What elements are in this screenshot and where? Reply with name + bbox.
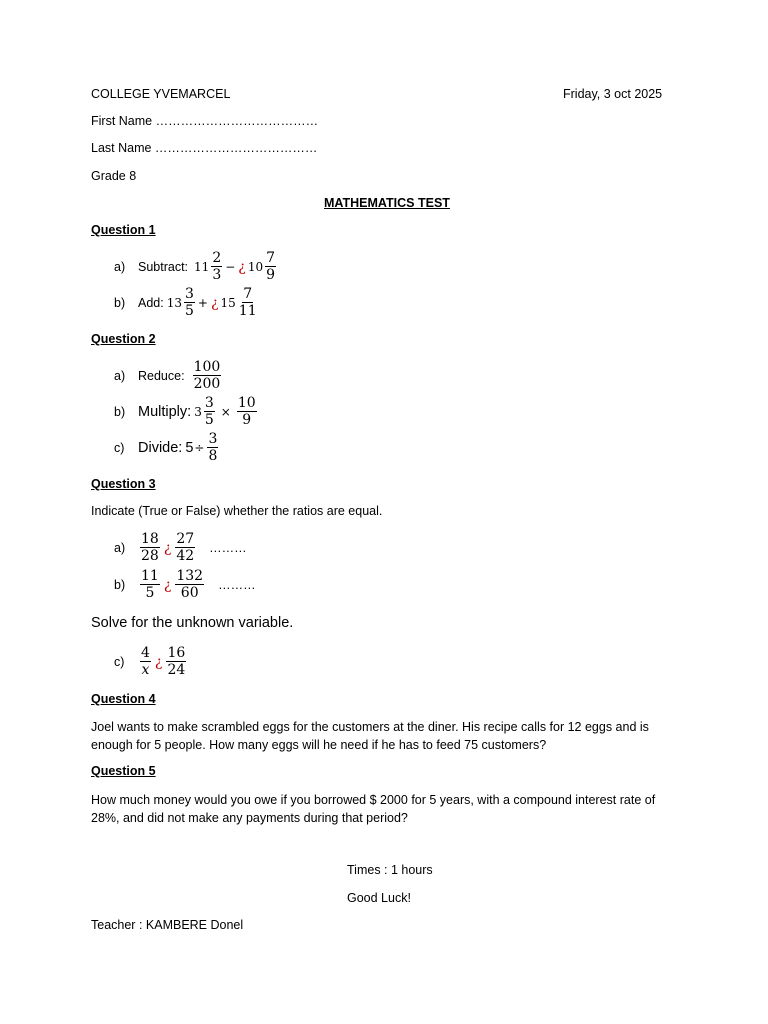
fraction <box>237 395 257 428</box>
item-label: a) <box>114 540 126 555</box>
fraction <box>265 250 276 283</box>
numerator: 2 <box>212 250 222 266</box>
item-label: b) <box>114 295 126 310</box>
whole-number: 10 <box>247 259 264 274</box>
test-date: Friday, 3 oct 2025 <box>563 87 663 101</box>
fraction <box>175 568 204 601</box>
denominator: 200 <box>193 376 221 393</box>
item-text: Reduce: <box>138 368 185 383</box>
whole-number: 15 <box>220 295 236 310</box>
denominator: 24 <box>167 662 186 679</box>
item-text: Multiply: <box>138 403 192 420</box>
operator: × <box>220 404 231 419</box>
denominator: 11 <box>238 303 257 320</box>
numerator: 27 <box>176 531 195 547</box>
school-name: COLLEGE YVEMARCEL <box>91 87 231 101</box>
numerator: 3 <box>208 431 218 447</box>
page-title: MATHEMATICS TEST <box>324 196 450 210</box>
fraction <box>204 395 215 428</box>
fraction <box>166 645 186 678</box>
q4-text: Joel wants to make scrambled eggs for the customers at the diner. His recipe calls for 12 eggs and is enough for 5 people. How many eggs will he need if he has to feed 75 customers? <box>91 720 649 752</box>
question-1-heading: Question 1 <box>91 223 156 237</box>
operator: + <box>197 295 208 310</box>
item-text: Add: <box>138 295 164 310</box>
numerator: 4 <box>141 645 150 661</box>
last-name-field: Last Name ………………………………… <box>91 141 318 155</box>
denominator: 60 <box>180 585 199 602</box>
q5-text: How much money would you owe if you borrowed $ 2000 for 5 years, with a compound interest rate of 28%, and did not make any payments during that period? <box>91 793 656 825</box>
denominator: 5 <box>185 303 194 320</box>
numerator: 11 <box>141 568 159 584</box>
item-label: c) <box>114 654 125 669</box>
question-2-heading: Question 2 <box>91 332 156 346</box>
numerator: 3 <box>185 286 194 302</box>
inverted-question-mark: ¿ <box>238 258 246 275</box>
question-4-heading: Question 4 <box>91 692 156 706</box>
teacher-name: Teacher : KAMBERE Donel <box>91 918 244 932</box>
numerator: 16 <box>167 645 186 661</box>
numerator: 3 <box>204 395 214 411</box>
q3-item-c <box>114 645 188 678</box>
grade-label: Grade 8 <box>91 169 137 183</box>
fraction <box>184 286 195 319</box>
denominator: 28 <box>141 548 159 565</box>
answer-blank: ……… <box>209 540 247 555</box>
denominator: 5 <box>145 585 155 602</box>
question-3-heading: Question 3 <box>91 477 156 491</box>
first-name-field: First Name ………………………………… <box>91 114 319 128</box>
numerator: 100 <box>193 359 221 375</box>
denominator: x <box>141 662 150 679</box>
fraction <box>207 431 218 464</box>
q3-instruction: Indicate (True or False) whether the ratios are equal. <box>91 504 383 518</box>
item-label: b) <box>114 577 126 592</box>
q2-item-a <box>114 359 223 392</box>
item-text: Divide: <box>138 439 183 456</box>
numerator: 7 <box>243 286 253 302</box>
numerator: 18 <box>141 531 159 547</box>
q3-solve-instruction: Solve for the unknown variable. <box>91 615 294 631</box>
question-5-heading: Question 5 <box>91 764 156 778</box>
operator: ÷ <box>194 440 205 455</box>
fraction <box>140 645 151 678</box>
operator: − <box>225 259 236 274</box>
whole-number: 13 <box>166 295 182 310</box>
item-label: a) <box>114 368 126 383</box>
numerator: 7 <box>266 250 276 266</box>
q2-item-b <box>114 395 259 428</box>
fraction <box>175 531 195 564</box>
item-label: b) <box>114 404 126 419</box>
whole-number: 5 <box>185 439 194 456</box>
inverted-question-mark: ¿ <box>163 539 172 556</box>
q2-item-c <box>114 431 220 464</box>
q3-item-a <box>114 531 247 564</box>
good-luck: Good Luck! <box>347 891 411 905</box>
inverted-question-mark: ¿ <box>210 294 219 311</box>
inverted-question-mark: ¿ <box>154 653 163 670</box>
answer-blank: ……… <box>218 577 256 592</box>
whole-number: 3 <box>194 404 202 419</box>
numerator: 10 <box>237 395 256 411</box>
numerator: 132 <box>176 568 204 584</box>
item-label: c) <box>114 440 125 455</box>
item-label: a) <box>114 259 126 274</box>
fraction <box>238 286 258 319</box>
denominator: 3 <box>212 267 222 284</box>
fraction <box>193 359 222 392</box>
q3-item-b <box>114 568 256 601</box>
time-allowed: Times : 1 hours <box>347 863 433 877</box>
denominator: 9 <box>242 412 252 429</box>
item-text: Subtract: <box>138 259 189 274</box>
q1-item-a <box>114 250 278 283</box>
denominator: 9 <box>266 267 276 284</box>
fraction <box>140 568 160 601</box>
whole-number: 11 <box>194 259 210 274</box>
denominator: 8 <box>208 448 218 465</box>
denominator: 42 <box>176 548 195 565</box>
q1-item-b <box>114 286 260 319</box>
fraction <box>140 531 160 564</box>
fraction <box>211 250 222 283</box>
denominator: 5 <box>204 412 214 429</box>
inverted-question-mark: ¿ <box>163 576 172 593</box>
